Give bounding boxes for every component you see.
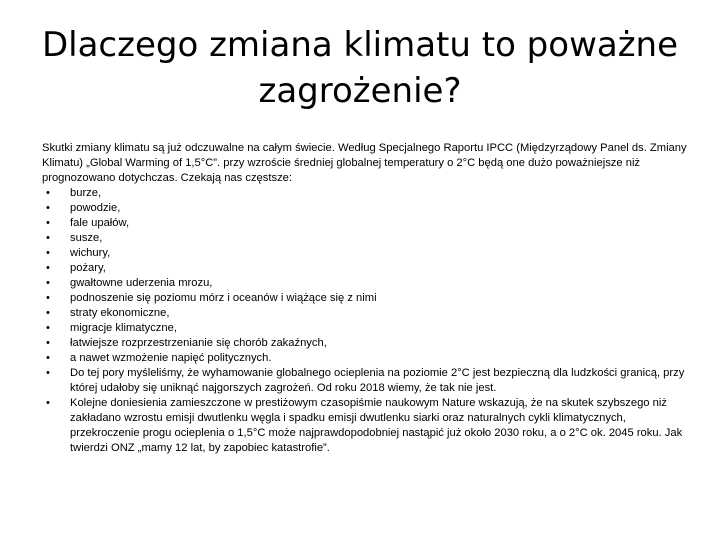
list-item-text: wichury, bbox=[70, 247, 111, 259]
list-item bbox=[42, 321, 692, 336]
bullet-icon: • bbox=[46, 352, 50, 364]
list-item-text: a nawet wzmożenie napięć politycznych. bbox=[70, 352, 272, 364]
list-item-text: łatwiejsze rozprzestrzenianie się chorób zakaźnych, bbox=[70, 337, 327, 349]
list-item bbox=[42, 201, 692, 216]
bullet-list bbox=[42, 186, 692, 456]
bullet-icon: • bbox=[46, 202, 50, 214]
bullet-icon: • bbox=[46, 337, 50, 349]
bullet-icon: • bbox=[46, 262, 50, 274]
list-item bbox=[42, 396, 692, 456]
bullet-icon: • bbox=[46, 217, 50, 229]
bullet-icon: • bbox=[46, 247, 50, 259]
list-item bbox=[42, 351, 692, 366]
slide-title: Dlaczego zmiana klimatu to poważne zagrożenie? bbox=[41, 25, 679, 111]
list-item-text: Do tej pory myśleliśmy, że wyhamowanie globalnego ocieplenia na poziomie 2°C jest bezpieczną dla ludzkości granicą, przy której udałoby się uniknąć najgorszych zagrożeń. Od roku 2018 wiemy, że tak nie jest. bbox=[70, 367, 685, 394]
list-item bbox=[42, 261, 692, 276]
intro-paragraph: Skutki zmiany klimatu są już odczuwalne na całym świecie. Według Specjalnego Raportu IPCC (Międzyrządowy Panel ds. Zmiany Klimatu) „Global Warming of 1,5°C”. przy wzroście średniej globalnej temperatury o 2°C będą one dużo poważniejsze niż prognozowano dotychczas. Czekają nas częstsze: bbox=[42, 142, 687, 184]
list-item bbox=[42, 186, 692, 201]
list-item-text: pożary, bbox=[70, 262, 106, 274]
list-item bbox=[42, 276, 692, 291]
bullet-icon: • bbox=[46, 307, 50, 319]
bullet-icon: • bbox=[46, 232, 50, 244]
list-item bbox=[42, 231, 692, 246]
list-item-text: podnoszenie się poziomu mórz i oceanów i wiążące się z nimi bbox=[70, 292, 377, 304]
list-item-text: fale upałów, bbox=[70, 217, 130, 229]
list-item bbox=[42, 291, 692, 306]
list-item-text: straty ekonomiczne, bbox=[70, 307, 170, 319]
bullet-icon: • bbox=[46, 187, 50, 199]
slide-body bbox=[42, 141, 692, 456]
list-item-text: susze, bbox=[70, 232, 103, 244]
list-item-text: burze, bbox=[70, 187, 102, 199]
list-item bbox=[42, 216, 692, 231]
list-item bbox=[42, 336, 692, 351]
bullet-icon: • bbox=[46, 397, 50, 409]
list-item bbox=[42, 306, 692, 321]
list-item-text: Kolejne doniesienia zamieszczone w prestiżowym czasopiśmie naukowym Nature wskazują, że na skutek szybszego niż zakładano wzrostu emisji dwutlenku węgla i spadku emisji dwutlenku siarki oraz naturalnych cykli klimatycznych, przekroczenie progu ocieplenia o 1,5°C może najprawdopodobniej nastąpić już około 2030 roku, a o 2°C ok. 2045 roku. Jak twierdzi ONZ „mamy 12 lat, by zapobiec katastrofie”. bbox=[70, 397, 683, 454]
bullet-icon: • bbox=[46, 367, 50, 379]
list-item-text: gwałtowne uderzenia mrozu, bbox=[70, 277, 213, 289]
bullet-icon: • bbox=[46, 277, 50, 289]
bullet-icon: • bbox=[46, 322, 50, 334]
bullet-icon: • bbox=[46, 292, 50, 304]
list-item bbox=[42, 366, 692, 396]
list-item-text: migracje klimatyczne, bbox=[70, 322, 177, 334]
list-item-text: powodzie, bbox=[70, 202, 121, 214]
list-item bbox=[42, 246, 692, 261]
